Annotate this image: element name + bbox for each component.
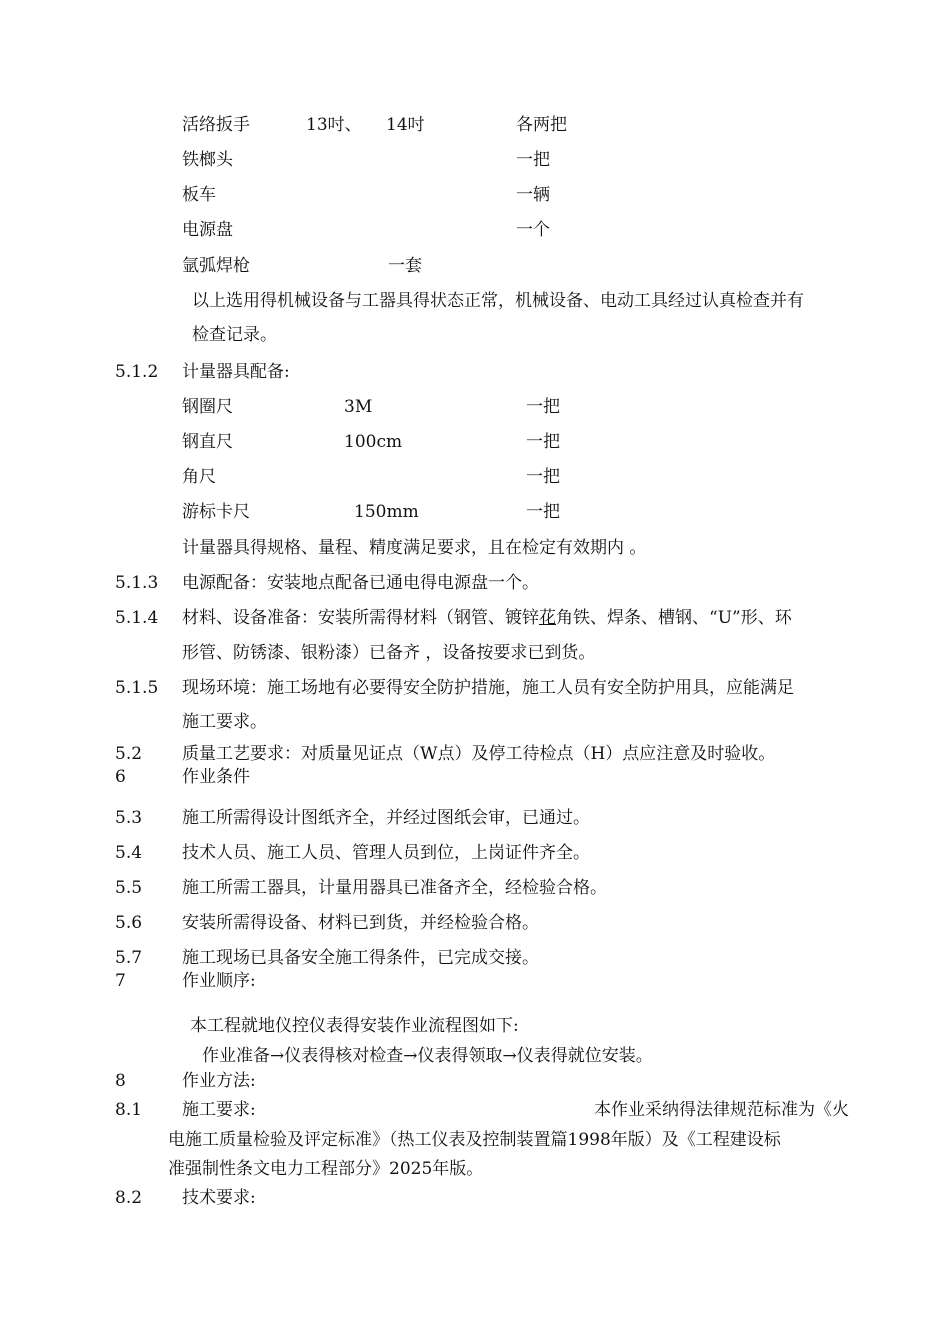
section-number: 5.1.4	[115, 608, 159, 628]
section-title: 计量器具配备:	[182, 362, 290, 382]
section-label: 施工要求:	[182, 1100, 256, 1120]
section-text: 准强制性条文电力工程部分》2025年版。	[168, 1159, 484, 1179]
section-number: 5.3	[115, 808, 143, 828]
measures-note: 计量器具得规格、量程、精度满足要求，且在检定有效期内 。	[182, 538, 647, 558]
tool-name: 板车	[182, 185, 216, 205]
section-text: 形管、防锈漆、银粉漆）已备齐 ，设备按要求已到货。	[182, 643, 596, 663]
tools-note-line: 检查记录。	[192, 325, 277, 345]
section-text: 现场环境：施工场地有必要得安全防护措施，施工人员有安全防护用具，应能满足	[182, 678, 794, 698]
section-text: 施工所需工器具，计量用器具已准备齐全，经检验合格。	[182, 878, 607, 898]
measure-name: 钢直尺	[182, 432, 233, 452]
section-number: 5.6	[115, 913, 143, 933]
section-number: 5.7	[115, 948, 143, 968]
section-text: 质量工艺要求：对质量见证点（W点）及停工待检点（H）点应注意及时验收。	[182, 744, 776, 764]
section-text: 电施工质量检验及评定标准》（热工仪表及控制装置篇1998年版）及《工程建设标	[168, 1130, 781, 1150]
flow-intro: 本工程就地仪控仪表得安装作业流程图如下:	[190, 1016, 519, 1036]
section-number: 6	[115, 767, 126, 787]
tools-note-line: 以上选用得机械设备与工器具得状态正常，机械设备、电动工具经过认真检查并有	[192, 291, 804, 311]
tool-spec: 14吋	[386, 115, 425, 135]
flow-steps: 作业准备→仪表得核对检查→仪表得领取→仪表得就位安装。	[202, 1046, 653, 1066]
measure-name: 角尺	[182, 467, 216, 487]
tool-name: 氩弧焊枪	[182, 256, 250, 276]
section-text: 安装所需得设备、材料已到货，并经检验合格。	[182, 913, 539, 933]
section-number: 5.1.2	[115, 362, 159, 382]
measure-qty: 一把	[526, 397, 560, 417]
measure-spec: 150mm	[354, 502, 419, 522]
measure-qty: 一把	[526, 467, 560, 487]
section-number: 8.2	[115, 1188, 143, 1208]
measure-spec: 3M	[344, 397, 373, 417]
measure-qty: 一把	[526, 432, 560, 452]
section-text: 施工现场已具备安全施工得条件，已完成交接。	[182, 948, 539, 968]
section-number: 5.2	[115, 744, 143, 764]
measure-name: 游标卡尺	[182, 502, 250, 522]
measure-spec: 100cm	[344, 432, 403, 452]
section-number: 5.1.5	[115, 678, 159, 698]
tool-qty: 一辆	[516, 185, 550, 205]
section-title: 作业顺序:	[182, 971, 256, 991]
section-text: 材料、设备准备：安装所需得材料（钢管、镀锌花角铁、焊条、槽钢、“U”形、环	[182, 608, 792, 628]
section-text: 本作业采纳得法律规范标准为《火	[594, 1100, 849, 1120]
tool-name: 铁榔头	[182, 150, 233, 170]
section-title: 技术要求:	[182, 1188, 256, 1208]
section-number: 8	[115, 1071, 126, 1091]
tool-qty: 一个	[516, 220, 550, 240]
section-title: 作业方法:	[182, 1071, 256, 1091]
section-text: 施工要求。	[182, 712, 267, 732]
tool-qty: 一把	[516, 150, 550, 170]
tool-qty: 各两把	[516, 115, 567, 135]
section-number: 5.1.3	[115, 573, 159, 593]
tool-name: 电源盘	[182, 220, 233, 240]
section-text: 技术人员、施工人员、管理人员到位，上岗证件齐全。	[182, 843, 590, 863]
tool-qty: 一套	[388, 256, 422, 276]
section-number: 7	[115, 971, 126, 991]
section-title: 作业条件	[182, 767, 250, 787]
measure-qty: 一把	[526, 502, 560, 522]
section-text: 电源配备：安装地点配备已通电得电源盘一个。	[182, 573, 539, 593]
tool-spec: 13吋、	[306, 115, 362, 135]
section-text: 施工所需得设计图纸齐全，并经过图纸会审，已通过。	[182, 808, 590, 828]
section-number: 5.4	[115, 843, 143, 863]
measure-name: 钢圈尺	[182, 397, 233, 417]
section-number: 8.1	[115, 1100, 143, 1120]
section-number: 5.5	[115, 878, 143, 898]
tool-name: 活络扳手	[182, 115, 250, 135]
